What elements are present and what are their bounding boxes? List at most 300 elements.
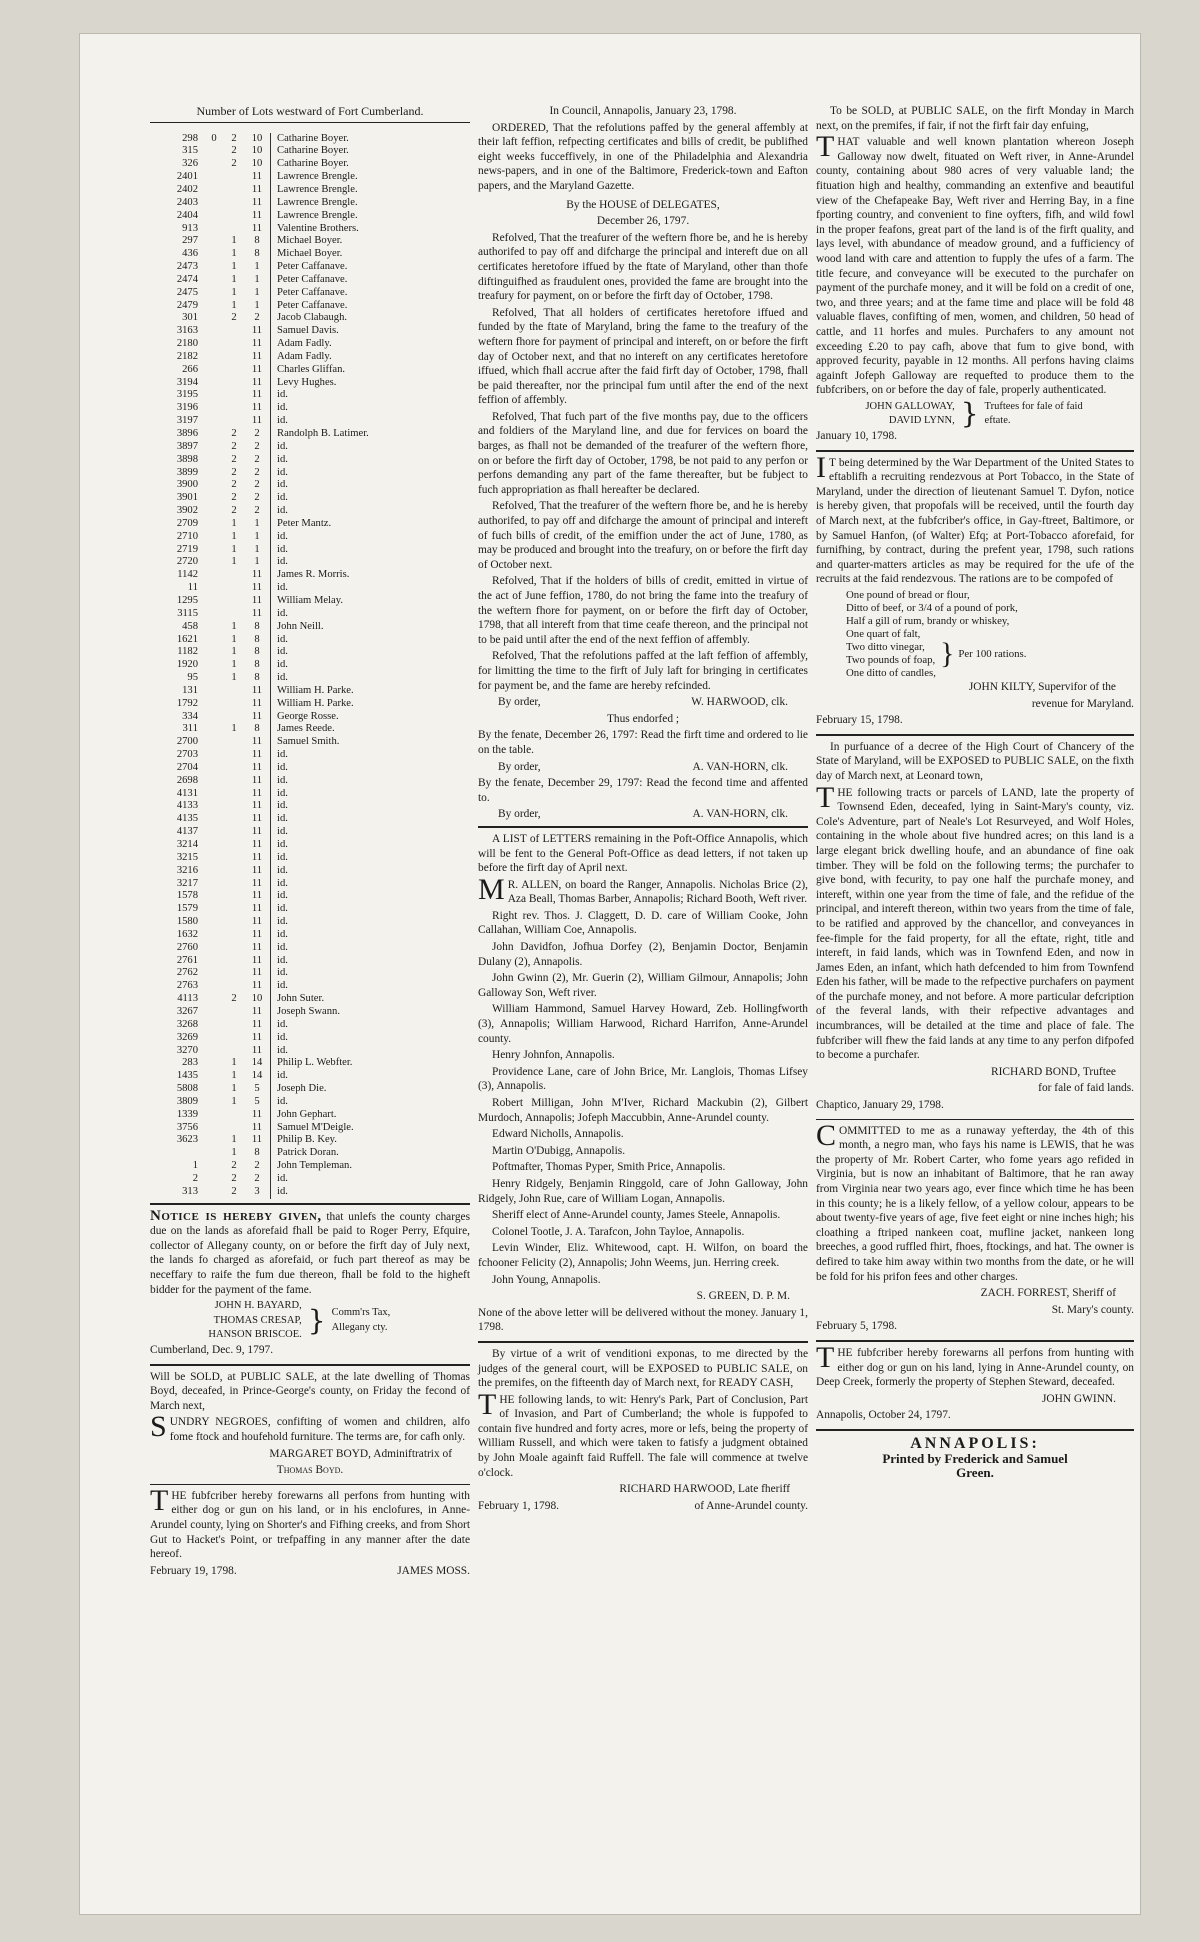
lot-col-c: 1 — [244, 531, 271, 544]
lot-number: 1920 — [176, 659, 198, 671]
lot-col-c: 11 — [244, 569, 271, 582]
table-row — [150, 1045, 470, 1058]
table-row — [150, 1173, 470, 1186]
lot-number: 283 — [182, 1057, 198, 1069]
owner-name: id. — [277, 505, 288, 517]
lot-col-b: 2 — [231, 1185, 237, 1197]
lot-number: 2475 — [176, 286, 198, 298]
letter-entry: William Hammond, Samuel Harvey Howard, Zeb. Hollingfworth (3), Annapolis; William Harwood, Richard Harrifon, Anne-Arundel county. — [478, 1003, 808, 1045]
lot-col-a — [204, 184, 224, 197]
table-row — [150, 364, 470, 377]
lot-number: 1 — [192, 1160, 198, 1172]
table-row — [150, 1057, 470, 1070]
lot-number: 3901 — [176, 492, 198, 504]
owner-name: George Rosse. — [277, 710, 339, 722]
owner-name: id. — [277, 903, 288, 915]
lot-number: 301 — [182, 312, 198, 324]
lot-col-a — [204, 993, 224, 1006]
gwinn-body: THE fubfcriber hereby forewarns all perfons from hunting with either dog or gun on his land, lying in Anne-Arundel county, on Deep Creek, formerly the property of Stephen Steward, deceafed. — [816, 1340, 1134, 1389]
lot-col-b: 1 — [231, 530, 237, 542]
owner-name: id. — [277, 916, 288, 928]
writ-signature: RICHARD HARWOOD, Late fheriff — [619, 1483, 790, 1496]
lot-col-a — [204, 454, 224, 467]
lot-number: 2719 — [176, 543, 198, 555]
notice-role: Comm'rs Tax, Allegany cty. — [331, 1307, 391, 1334]
lot-col-b — [224, 1122, 244, 1135]
lot-col-a — [204, 1122, 224, 1135]
lot-col-c: 1 — [244, 300, 271, 313]
table-row — [150, 1032, 470, 1045]
owner-name: Valentine Brothers. — [277, 222, 359, 234]
owner-name: id. — [277, 1031, 288, 1043]
letter-entry: Right rev. Thos. J. Claggett, D. D. care of William Cooke, John Callahan, William Coe, Annapolis. — [478, 909, 808, 937]
vanhorn-signature: A. VAN-HORN, clk. — [692, 808, 788, 821]
owner-name: Peter Caffanave. — [277, 273, 348, 285]
lot-col-c: 11 — [244, 800, 271, 813]
owner-name: Catharine Boyer. — [277, 132, 349, 144]
table-row — [150, 454, 470, 467]
table-row — [150, 698, 470, 711]
notice-name-1: JOHN H. BAYARD, — [214, 1300, 302, 1312]
lot-number: 3216 — [176, 864, 198, 876]
lot-col-a — [204, 531, 224, 544]
lot-col-c: 11 — [244, 325, 271, 338]
forrest-date: February 5, 1798. — [816, 1320, 897, 1333]
lot-col-a — [204, 492, 224, 505]
table-row — [150, 826, 470, 839]
table-row — [150, 1186, 470, 1199]
lot-col-c: 1 — [244, 518, 271, 531]
lot-number: 3115 — [177, 607, 198, 619]
forrest-body: COMMITTED to me as a runaway yefterday, the 4th of this month, a negro man, who fays his name is LEWIS, that he was the property of Mr. Robert Carter, who fome years ago refided in Virginia, but is now an inhabitant of Baltimore, that he ran away from Virginia near two years ago, ever fince which time he has been in this county; he is a likely fellow, of a yellow colour, appears to be about twenty-five years of age, five feet eight or nine inches high; his cloathing a ftriped nankeen coat, mufline jacket, nankeen long breeches, a good ruffled fhirt, fhoes, ftockings, and hat. The owner is defired to take him away within two months from the date, or he will be fold for his prifon fees and other charges. — [816, 1118, 1134, 1283]
table-row — [150, 839, 470, 852]
owner-name: Lawrence Brengle. — [277, 196, 358, 208]
lot-col-b: 2 — [231, 1172, 237, 1184]
owner-name: Samuel Smith. — [277, 736, 340, 748]
lot-col-c: 2 — [244, 428, 271, 441]
lot-col-b — [224, 171, 244, 184]
lot-col-c: 11 — [244, 1006, 271, 1019]
lot-col-a — [204, 544, 224, 557]
table-row — [150, 775, 470, 788]
lot-number: 1578 — [176, 890, 198, 902]
lot-col-c: 2 — [244, 467, 271, 480]
lot-col-a — [204, 826, 224, 839]
lot-col-c: 11 — [244, 762, 271, 775]
lot-col-b — [224, 197, 244, 210]
lot-col-b: 2 — [231, 440, 237, 452]
letter-entry: Martin O'Dubigg, Annapolis. — [492, 1144, 626, 1157]
table-row — [150, 261, 470, 274]
lot-number: 1142 — [177, 569, 198, 581]
council-body: ORDERED, That the refolutions paffed by the general affembly at their laft feffion, refpecting certificates and bills of credit, be publifhed eight weeks fucceffively, in one of the Philadelphia and Alexandria news-papers, and in one of the Baltimore, Frederick-town and Eafton papers, and the Maryland Gazette. — [478, 121, 808, 192]
table-row — [150, 621, 470, 634]
lot-col-c: 3 — [244, 1186, 271, 1199]
owner-name: id. — [277, 980, 288, 992]
lot-col-c: 11 — [244, 749, 271, 762]
lot-col-a — [204, 980, 224, 993]
letter-entry: Levin Winder, Eliz. Whitewood, capt. H. Wilfon, on board the fchooner Felicity (2), Annapolis; John Weems, jun. Herring creek. — [478, 1242, 808, 1269]
lot-col-a — [204, 608, 224, 621]
owner-name: William H. Parke. — [277, 684, 354, 696]
owner-name: id. — [277, 466, 288, 478]
table-row — [150, 916, 470, 929]
lot-col-c: 11 — [244, 1032, 271, 1045]
lot-col-c: 11 — [244, 1109, 271, 1122]
lot-number: 2709 — [176, 517, 198, 529]
lot-col-a — [204, 197, 224, 210]
table-row — [150, 569, 470, 582]
moss-signature: JAMES MOSS. — [397, 1564, 470, 1577]
lot-col-a — [204, 338, 224, 351]
table-row — [150, 223, 470, 236]
table-row — [150, 312, 470, 325]
lot-col-b — [224, 800, 244, 813]
lot-col-a — [204, 1006, 224, 1019]
table-row — [150, 467, 470, 480]
owner-name: Samuel Davis. — [277, 325, 339, 337]
lot-col-a — [204, 1134, 224, 1147]
lot-col-b: 1 — [231, 723, 237, 735]
lot-col-a — [204, 300, 224, 313]
imprint-printer-2: Green. — [956, 1465, 994, 1481]
lot-col-b: 2 — [231, 466, 237, 478]
lot-col-c: 8 — [244, 621, 271, 634]
lot-col-b — [224, 223, 244, 236]
lot-col-b — [224, 942, 244, 955]
galloway-advert — [816, 104, 1134, 444]
lot-number: 4137 — [176, 826, 198, 838]
imprint-printer: Printed by Frederick and Samuel — [882, 1450, 1068, 1466]
lot-col-c: 8 — [244, 248, 271, 261]
table-row — [150, 1006, 470, 1019]
lot-col-a — [204, 865, 224, 878]
table-row — [150, 274, 470, 287]
lot-col-c: 11 — [244, 878, 271, 891]
lot-number: 3897 — [176, 440, 198, 452]
lot-col-b: 1 — [231, 248, 237, 260]
lot-col-c: 11 — [244, 415, 271, 428]
owner-name: Jacob Clabaugh. — [277, 312, 348, 324]
table-row — [150, 389, 470, 402]
lot-col-c: 1 — [244, 287, 271, 300]
table-row — [150, 1096, 470, 1109]
lot-col-b: 1 — [231, 620, 237, 632]
lot-number: 313 — [182, 1185, 198, 1197]
lot-col-a — [204, 518, 224, 531]
lot-col-c: 2 — [244, 1173, 271, 1186]
lot-col-c: 11 — [244, 608, 271, 621]
owner-name: id. — [277, 453, 288, 465]
lot-col-a — [204, 467, 224, 480]
letters-date: January 1, 1798. — [478, 1306, 808, 1334]
owner-name: id. — [277, 749, 288, 761]
ration-item: One quart of falt, — [846, 628, 921, 640]
lot-col-b: 2 — [231, 492, 237, 504]
owner-name: John Suter. — [277, 993, 325, 1005]
owner-name: id. — [277, 492, 288, 504]
table-row — [150, 171, 470, 184]
lot-col-a — [204, 659, 224, 672]
table-row — [150, 505, 470, 518]
table-row — [150, 1160, 470, 1173]
lot-col-b — [224, 1019, 244, 1032]
lot-col-a — [204, 145, 224, 158]
letter-entry: John Young, Annapolis. — [492, 1273, 601, 1286]
lot-number: 3902 — [176, 505, 198, 517]
lot-number: 2401 — [176, 171, 198, 183]
lot-col-b — [224, 685, 244, 698]
lot-col-b: 1 — [231, 286, 237, 298]
owner-name: id. — [277, 402, 288, 414]
lot-col-c: 11 — [244, 685, 271, 698]
lot-col-c: 11 — [244, 711, 271, 724]
owner-name: Charles Gliffan. — [277, 363, 346, 375]
owner-name: id. — [277, 864, 288, 876]
lot-col-a — [204, 736, 224, 749]
lot-col-b — [224, 569, 244, 582]
owner-name: id. — [277, 1070, 288, 1082]
lot-col-b: 1 — [231, 633, 237, 645]
table-row — [150, 1134, 470, 1147]
lot-col-a — [204, 364, 224, 377]
vanhorn-signature: A. VAN-HORN, clk. — [692, 760, 788, 773]
lot-number: 1295 — [176, 594, 198, 606]
lot-col-b: 1 — [231, 261, 237, 273]
lot-col-b — [224, 788, 244, 801]
lot-col-b — [224, 775, 244, 788]
lot-number: 315 — [182, 145, 198, 157]
lot-number: 4133 — [176, 800, 198, 812]
table-row — [150, 351, 470, 364]
column-left — [150, 104, 470, 1584]
galloway-name-1: JOHN GALLOWAY, — [865, 400, 955, 412]
lot-number: 4113 — [177, 993, 198, 1005]
lot-col-b — [224, 1032, 244, 1045]
lot-col-b: 2 — [231, 479, 237, 491]
lot-number: 3215 — [176, 851, 198, 863]
lot-col-b: 1 — [231, 1147, 237, 1159]
lot-col-a — [204, 1057, 224, 1070]
lot-col-b — [224, 826, 244, 839]
lot-col-c: 2 — [244, 1160, 271, 1173]
lot-col-c: 11 — [244, 402, 271, 415]
lot-col-c: 11 — [244, 223, 271, 236]
lot-col-b: 2 — [231, 453, 237, 465]
owner-name: id. — [277, 800, 288, 812]
table-row — [150, 685, 470, 698]
owner-name: id. — [277, 389, 288, 401]
resolution: Refolved, That the treafurer of the weftern fhore be, and he is hereby authorifed, to pay off and difcharge the amount of principal and intereft of fuch bills of credit, of the emiffion under the act of June, 1780, as may be produced and brought into the treafury, on or before the firft day of October next. — [478, 500, 808, 571]
owner-name: id. — [277, 1018, 288, 1030]
ration-item: Half a gill of rum, brandy or whiskey, — [846, 615, 1010, 627]
ration-item: Ditto of beef, or 3/4 of a pound of pork, — [846, 602, 1018, 614]
table-row — [150, 903, 470, 916]
forrest-signature-2: St. Mary's county. — [1051, 1303, 1134, 1316]
owner-name: id. — [277, 1044, 288, 1056]
lot-col-a — [204, 287, 224, 300]
lot-number: 2479 — [176, 299, 198, 311]
lot-col-b — [224, 762, 244, 775]
lot-col-b — [224, 582, 244, 595]
lot-number: 3269 — [176, 1031, 198, 1043]
gwinn-advert — [816, 1340, 1134, 1423]
table-row — [150, 415, 470, 428]
lot-col-c: 11 — [244, 903, 271, 916]
letter-entry: Henry Ridgely, Benjamin Ringgold, care of John Galloway, John Ridgely, John Rue, care of William Logan, Annapolis. — [478, 1177, 808, 1205]
owner-name: John Neill. — [277, 620, 324, 632]
letters-list — [478, 872, 808, 1287]
owner-name: id. — [277, 607, 288, 619]
owner-name: Lawrence Brengle. — [277, 209, 358, 221]
owner-name: John Templeman. — [277, 1160, 352, 1172]
kilty-body: IT being determined by the War Department of the United States to eftablifh a recruiting rendezvous at Port Tobacco, in the State of Maryland, under the direction of lieutenant Samuel T. Dyfon, notice is hereby given, that propofals will be received, until the fourth day of March next, at the fubfcriber's office, in Gay-ftreet, Baltimore, or by Samuel Hanfon, (of Walter) Efq; at Port-Tobacco aforefaid, for furnifhing, by contract, during the prefent year, 1798, such rations and quarter-matters articles as may be required for the ufe of the recruits at the faid rendezvous. The rations are to be compofed of — [816, 450, 1134, 586]
table-row — [150, 852, 470, 865]
owner-name: id. — [277, 761, 288, 773]
lot-number: 1182 — [177, 646, 198, 658]
notice-signature: JOHN H. BAYARD, THOMAS CRESAP, HANSON BRISCOE. } Comm'rs Tax, Allegany cty. — [150, 1299, 470, 1343]
ration-per: Per 100 rations. — [958, 647, 1027, 660]
lot-number: 2762 — [176, 967, 198, 979]
lot-col-b — [224, 210, 244, 223]
lot-col-b — [224, 839, 244, 852]
lot-number: 2404 — [176, 209, 198, 221]
owner-name: Levy Hughes. — [277, 376, 337, 388]
lot-col-b: 1 — [231, 517, 237, 529]
lot-col-c: 11 — [244, 826, 271, 839]
lot-col-a — [204, 672, 224, 685]
owner-name: Randolph B. Latimer. — [277, 428, 369, 439]
letter-entry: MR. ALLEN, on board the Ranger, Annapolis. Nicholas Brice (2), Aza Beall, Thomas Barber, Annapolis; Richard Booth, Weft river. — [478, 872, 808, 906]
owner-name: id. — [277, 556, 288, 568]
lot-col-c: 11 — [244, 775, 271, 788]
lot-col-b — [224, 903, 244, 916]
table-row — [150, 955, 470, 968]
lot-col-c: 11 — [244, 955, 271, 968]
table-row — [150, 711, 470, 724]
lot-col-c: 11 — [244, 582, 271, 595]
lot-col-b: 2 — [231, 132, 237, 144]
lot-col-c: 2 — [244, 479, 271, 492]
lot-col-c: 1 — [244, 274, 271, 287]
owner-name: id. — [277, 877, 288, 889]
lot-col-a — [204, 582, 224, 595]
lot-col-c: 1 — [244, 544, 271, 557]
table-row — [150, 800, 470, 813]
lot-col-a — [204, 441, 224, 454]
boyd-intro: Will be SOLD, at PUBLIC SALE, at the late dwelling of Thomas Boyd, deceafed, in Prince-George's county, on Friday the fecond of March next, — [150, 1370, 470, 1412]
kilty-date: February 15, 1798. — [816, 714, 903, 727]
lot-col-a: 0 — [211, 132, 217, 144]
lot-col-c: 11 — [244, 351, 271, 364]
lot-col-c: 11 — [244, 389, 271, 402]
table-row — [150, 762, 470, 775]
notice-date: Cumberland, Dec. 9, 1797. — [150, 1343, 274, 1356]
lot-col-a — [204, 852, 224, 865]
lot-col-b — [224, 389, 244, 402]
lot-col-a — [204, 428, 224, 441]
galloway-name-2: DAVID LYNN, — [888, 415, 955, 427]
moss-date: February 19, 1798. — [150, 1564, 237, 1577]
lot-col-b — [224, 955, 244, 968]
owner-name: id. — [277, 659, 288, 671]
lot-col-a — [204, 1019, 224, 1032]
table-row — [150, 544, 470, 557]
table-row — [150, 1122, 470, 1135]
lot-col-a — [204, 749, 224, 762]
lot-number: 297 — [182, 235, 198, 247]
owner-name: id. — [277, 890, 288, 902]
table-row — [150, 878, 470, 891]
owner-name: id. — [277, 787, 288, 799]
table-row — [150, 813, 470, 826]
table-row — [150, 929, 470, 942]
house-heading: By the HOUSE of DELEGATES, — [566, 198, 720, 211]
lot-number: 3217 — [176, 877, 198, 889]
council-heading: In Council, Annapolis, January 23, 1798. — [549, 105, 737, 117]
lot-number: 3267 — [176, 1005, 198, 1017]
ration-list-2: One quart of falt, Two ditto vinegar, Two pounds of foap, One ditto of candles, } Per 100 rations. — [846, 628, 1027, 679]
lot-col-c: 11 — [244, 980, 271, 993]
writ-body: THE following lands, to wit: Henry's Park, Part of Conclusion, Part of Invasion, and Part of Cumberland; the whole is fuppofed to contain five hundred and forty acres, more or lefs, being the property of William Russell, and which were taken to fatisfy a judgment obtained by John Moale againft faid Ruffell. The fale will commence at twelve o'clock. — [478, 1387, 808, 1479]
lot-number: 326 — [182, 158, 198, 170]
table-row — [150, 1147, 470, 1160]
lot-col-b: 2 — [231, 158, 237, 170]
table-row — [150, 646, 470, 659]
lot-col-c: 8 — [244, 646, 271, 659]
owner-name: Joseph Die. — [277, 1083, 327, 1095]
lot-col-b: 1 — [231, 1057, 237, 1069]
lot-col-b: 1 — [231, 1083, 237, 1095]
thus-endorsed: Thus endorfed ; — [606, 712, 680, 725]
owner-name: id. — [277, 941, 288, 953]
table-row — [150, 441, 470, 454]
table-row — [150, 133, 470, 146]
lot-col-a — [204, 646, 224, 659]
writ-signature-2: of Anne-Arundel county. — [694, 1499, 808, 1512]
lot-col-b — [224, 865, 244, 878]
lot-col-c: 14 — [244, 1070, 271, 1083]
lot-col-b — [224, 878, 244, 891]
lot-col-b — [224, 608, 244, 621]
table-row — [150, 865, 470, 878]
lot-col-a — [204, 1032, 224, 1045]
owner-name: id. — [277, 415, 288, 427]
lot-col-a — [204, 1173, 224, 1186]
galloway-intro: To be SOLD, at PUBLIC SALE, on the firft Monday in March next, on the premifes, if fair, if not the firft fair day enfuing, — [816, 105, 1134, 132]
bond-advert — [816, 740, 1134, 1113]
lot-col-c: 11 — [244, 736, 271, 749]
owner-name: James Reede. — [277, 723, 335, 735]
lot-col-b — [224, 595, 244, 608]
table-row — [150, 492, 470, 505]
owner-name: id. — [277, 633, 288, 645]
lot-number: 2760 — [176, 941, 198, 953]
table-row — [150, 428, 470, 441]
notice-heading: Notice is hereby given, — [150, 1207, 322, 1224]
owner-name: John Gephart. — [277, 1108, 337, 1120]
lot-col-a — [204, 916, 224, 929]
lot-col-b — [224, 736, 244, 749]
notice-name-3: HANSON BRISCOE. — [208, 1329, 302, 1341]
lot-col-c: 11 — [244, 1019, 271, 1032]
lot-col-b: 2 — [231, 145, 237, 157]
lot-col-c: 11 — [244, 210, 271, 223]
lot-number: 2704 — [176, 761, 198, 773]
lot-col-c: 11 — [244, 184, 271, 197]
table-row — [150, 659, 470, 672]
resolution: Refolved, That all holders of certificates heretofore iffued and funded by the ftate of Maryland, bring the fame to the treafury of the weftern fhore for payment of principal and intereft, on or before the firft day of October next, and that no intereft on any certificates heretofore iffued, which fhall accrue after the faid firft day of October, 1798, fhall be paid thereafter, nor the principal fum until after the end of the next feffion of affembly. — [478, 306, 808, 407]
